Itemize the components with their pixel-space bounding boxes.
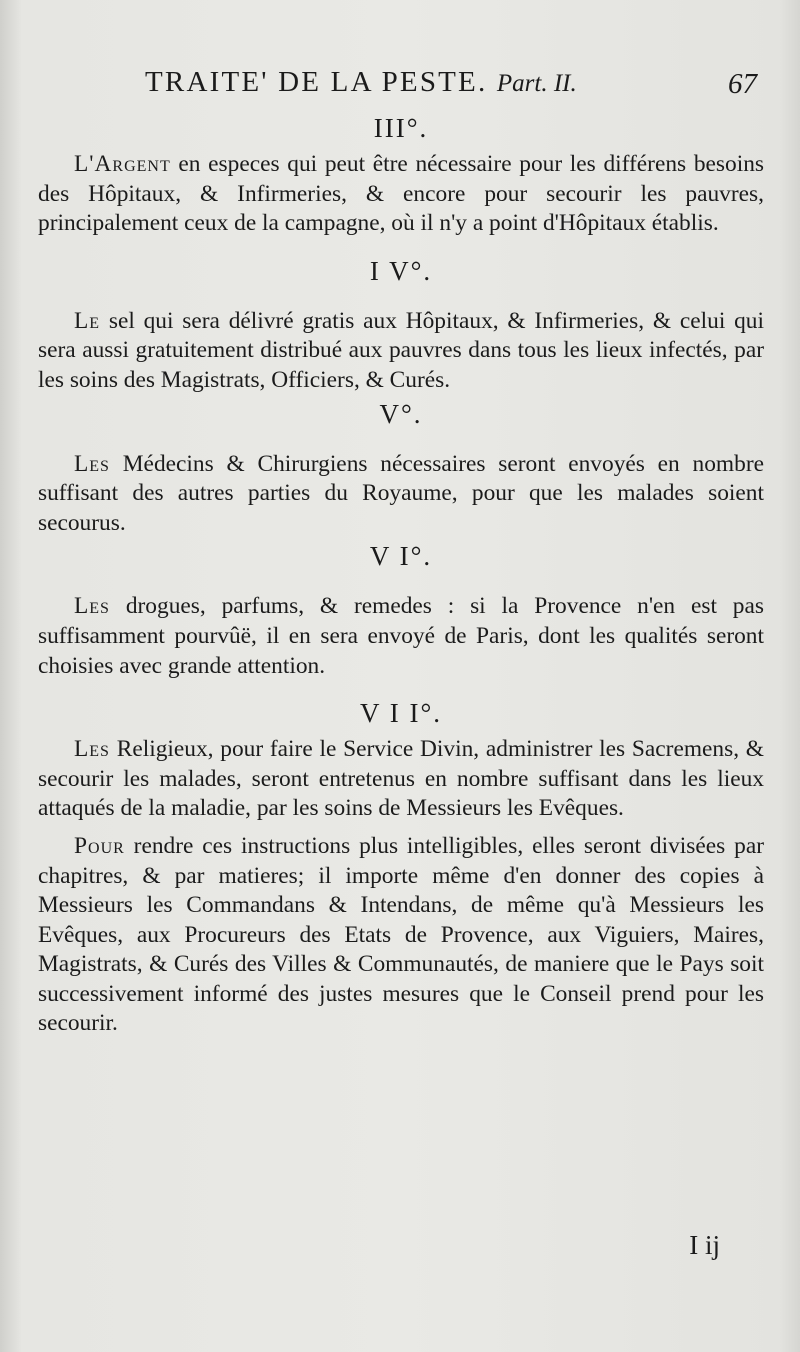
signature-mark: I ij [689, 1230, 720, 1260]
section-heading: V I I°. [359, 698, 443, 729]
section-paragraph [38, 307, 764, 396]
running-title-text: TRAITE' DE LA PESTE. [145, 66, 488, 98]
paragraph-lead: Les [74, 593, 110, 620]
paragraph-lead: Pour [74, 832, 125, 859]
paragraph-lead: L'Argent [74, 151, 171, 177]
paragraph-text: rendre ces instructions plus intelligibles, elles seront divisées par chapitres, & par matieres; il importe même d'en donner des copies à Messieurs les Commandans & Intendans, de même qu'à Messieurs les Evêques, aux Procureurs des Etats de Provence, aux Viguiers, Maires, Magistrats, & Curés des Villes & Communautés, de maniere que le Pays soit successivement informé des justes mesures que le Conseil prend pour les secourir. [38, 832, 764, 1037]
paragraph-lead: Les [74, 450, 110, 477]
page-header [70, 62, 765, 106]
paragraph-text: Médecins & Chirurgiens nécessaires seront envoyés en nombre suffisant des autres parties du Royaume, pour que les malades soient secourus. [38, 450, 764, 536]
section-heading: III°. [373, 113, 429, 143]
section-heading: V I°. [369, 541, 433, 572]
paragraph-text: Religieux, pour faire le Service Divin, administrer les Sacremens, & secourir les malades, seront entretenus en nombre suffisant dans les lieux attaqués de la maladie, par les soins de Messieurs les Evêques. [38, 736, 764, 822]
running-title [145, 66, 577, 99]
page-number: 67 [728, 68, 757, 100]
closing-paragraph [38, 832, 764, 1039]
running-title-part: Part. II. [496, 70, 577, 97]
paragraph-lead: Les [74, 736, 110, 763]
section-paragraph [38, 150, 764, 239]
paragraph-text: en especes qui peut être nécessaire pour les différens besoins des Hôpitaux, & Infirmeries, & encore pour secourir les pauvres, principalement ceux de la campagne, où il n'y a point d'Hôpitaux établis. [38, 151, 764, 237]
section-paragraph [38, 735, 764, 824]
paragraph-lead: Le [74, 307, 101, 334]
page-body [38, 110, 764, 1039]
paragraph-text: drogues, parfums, & remedes : si la Provence n'en est pas suffisamment pourvûë, il en sera envoyé de Paris, dont les qualités seront choisies avec grande attention. [38, 593, 764, 679]
section-paragraph [38, 592, 764, 681]
section-heading: I V°. [369, 255, 433, 286]
paragraph-text: sel qui sera délivré gratis aux Hôpitaux, & Infirmeries, & celui qui sera aussi gratuitement distribué aux pauvres dans tous les lieux infectés, par les soins des Magistrats, Officiers, & Curés. [38, 307, 764, 393]
section-heading: V°. [379, 398, 423, 429]
section-paragraph [38, 450, 764, 539]
